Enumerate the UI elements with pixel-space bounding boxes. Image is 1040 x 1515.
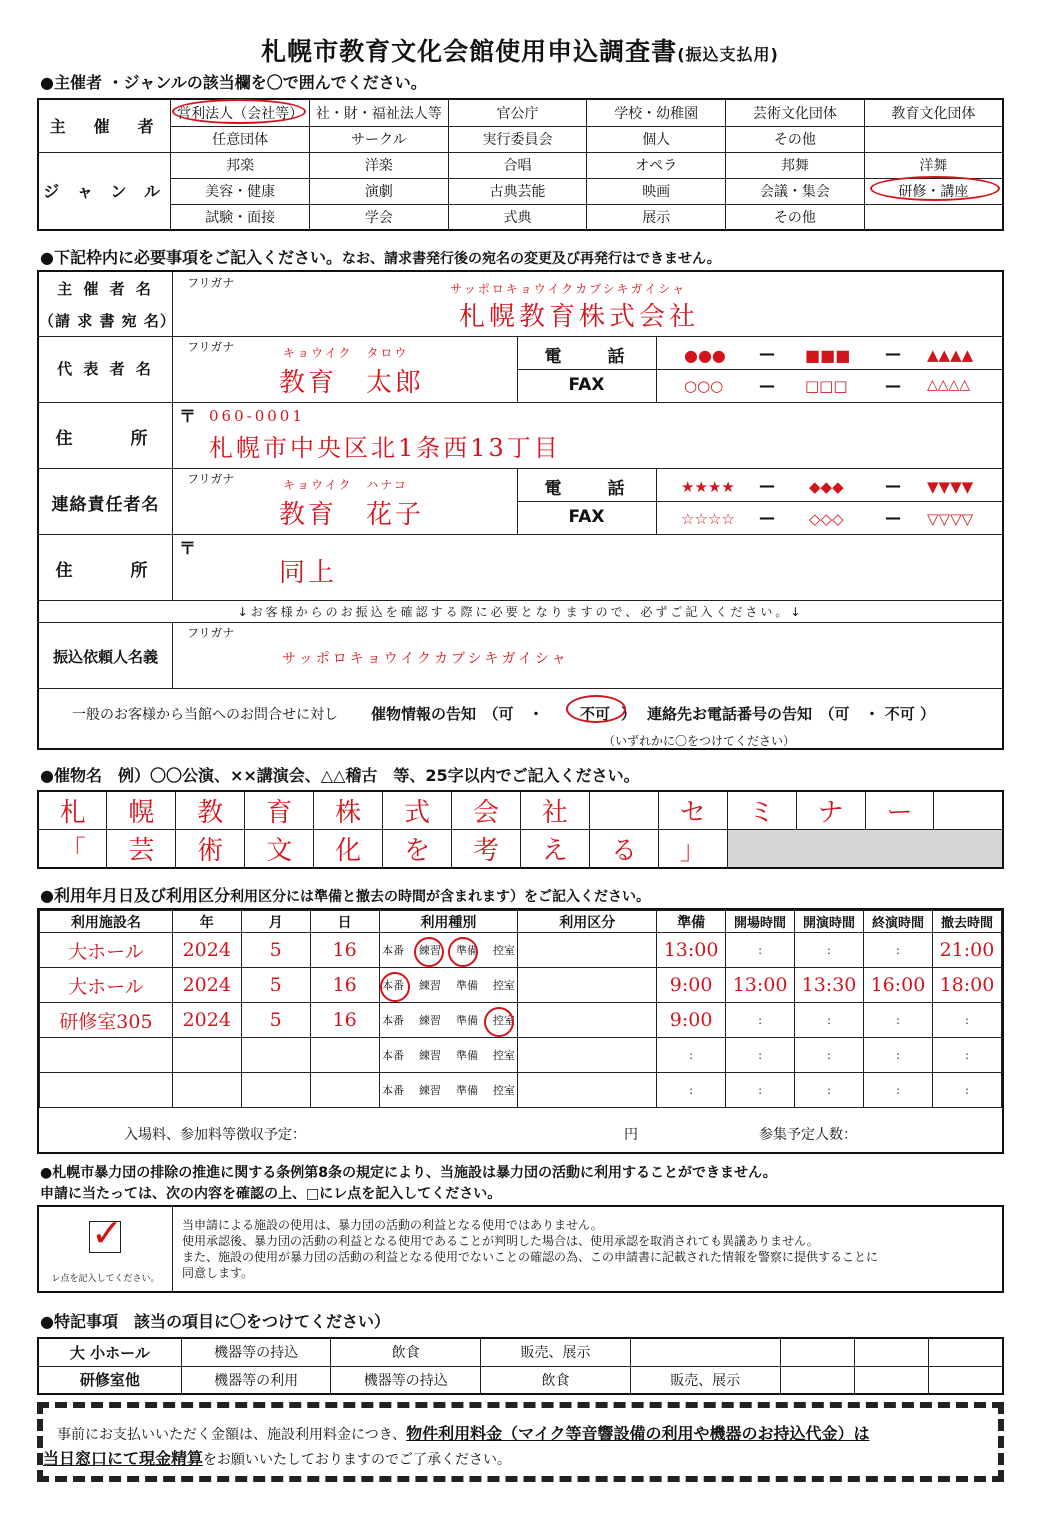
special-option[interactable]	[780, 1366, 854, 1394]
section6-heading: ●特記事項 該当の項目に〇をつけてください）	[40, 1312, 390, 1331]
furigana-label: フリガナ	[187, 472, 235, 486]
usage-category[interactable]	[518, 1073, 657, 1108]
selection-circle	[870, 176, 1000, 201]
transfer-kana[interactable]: サッポロキョウイクカブシキガイシャ	[282, 651, 569, 667]
selection-circle	[172, 99, 306, 124]
representative-kana[interactable]: キョウイク タロウ	[283, 346, 409, 360]
usage-header: 開演時間	[795, 911, 864, 933]
genre-option[interactable]: 演劇	[309, 178, 448, 204]
fax-label: FAX	[568, 375, 605, 395]
dash: —	[885, 344, 901, 363]
event-char-cell[interactable]: え	[520, 830, 589, 869]
organizer-label: 主 催 者	[38, 99, 171, 152]
usage-facility[interactable]: 大ホール	[40, 933, 173, 968]
usage-day[interactable]	[310, 1073, 379, 1108]
usage-time-prep[interactable]: 9:00	[657, 1003, 726, 1038]
genre-label: ジ ャ ン ル	[38, 152, 171, 230]
usage-time-start[interactable]: 13:30	[795, 968, 864, 1003]
organizer-name-label: 主 催 者 名	[57, 280, 154, 298]
inquiry-contact-label: 連絡先お電話番号の告知 （可 ・ 不可 ）	[647, 705, 935, 723]
organizer-name-kana[interactable]: サッポロキョウイクカブシキガイシャ	[450, 282, 687, 296]
address-label: 住 所	[55, 561, 156, 581]
event-char-cell[interactable]: 会	[452, 791, 521, 830]
applicant-info-box	[37, 270, 1004, 750]
fax-label: FAX	[568, 507, 605, 527]
dash: —	[885, 508, 901, 527]
section5-subheading: 申請に当たっては、次の内容を確認の上、□にレ点を記入してください。	[40, 1186, 502, 1202]
genre-option[interactable]: 試験・面接	[171, 204, 310, 230]
usage-time-end[interactable]: :	[864, 1038, 933, 1073]
usage-facility[interactable]: 大ホール	[40, 968, 173, 1003]
address-label: 住 所	[55, 429, 156, 449]
organizer-option[interactable]: 官公庁	[448, 99, 587, 126]
section4-heading: ●利用年月日及び利用区分利用区分には準備と撤去の時間が含まれます）をご記入ください。	[40, 886, 650, 905]
selection-circle	[566, 695, 626, 723]
organizer-option[interactable]: 教育文化団体	[864, 99, 1003, 126]
furigana-label: フリガナ	[187, 626, 235, 640]
fee-label: 入場料、参加料等徴収予定：	[124, 1127, 306, 1143]
usage-year[interactable]: 2024	[172, 933, 241, 968]
inquiry-text: 一般のお客様から当館へのお問合せに対し	[72, 707, 338, 723]
usage-time-remove[interactable]: 18:00	[932, 968, 1001, 1003]
usage-category[interactable]	[518, 1038, 657, 1073]
usage-time-open[interactable]: 13:00	[726, 968, 795, 1003]
usage-header: 年	[172, 911, 241, 933]
inquiry-event-no[interactable]: 不可	[580, 705, 611, 723]
usage-time-start[interactable]: :	[795, 933, 864, 968]
usage-time-prep[interactable]: :	[657, 1038, 726, 1073]
contact-fax-part1[interactable]: ☆☆☆☆	[681, 510, 735, 528]
usage-category[interactable]	[518, 968, 657, 1003]
special-option[interactable]	[854, 1338, 928, 1366]
usage-year[interactable]: 2024	[172, 968, 241, 1003]
dash: —	[759, 344, 775, 363]
event-char-cell[interactable]: る	[589, 830, 658, 869]
genre-option[interactable]: 美容・健康	[171, 178, 310, 204]
usage-month[interactable]	[241, 1073, 310, 1108]
event-char-cell[interactable]: 幌	[107, 791, 176, 830]
genre-option[interactable]: 展示	[587, 204, 726, 230]
genre-option[interactable]	[864, 204, 1003, 230]
representative-name[interactable]: 教育 太郎	[279, 368, 425, 398]
usage-time-prep[interactable]: 13:00	[657, 933, 726, 968]
usage-time-remove[interactable]: :	[932, 1073, 1001, 1108]
usage-day[interactable]: 16	[310, 968, 379, 1003]
footer-line2: 当日窓口にて現金精算をお願いいたしておりますのでご了承ください。	[43, 1449, 512, 1468]
special-row-label: 大 小ホール	[38, 1338, 181, 1366]
usage-category[interactable]	[518, 1003, 657, 1038]
usage-header: 日	[310, 911, 379, 933]
address-value[interactable]: 札幌市中央区北1条西13丁目	[209, 434, 561, 462]
inquiry-close: ）	[621, 705, 637, 723]
selection-circle	[484, 1007, 514, 1037]
genre-option[interactable]: 学会	[309, 204, 448, 230]
organizer-option[interactable]: 学校・幼稚園	[587, 99, 726, 126]
genre-option[interactable]: 古典芸能	[448, 178, 587, 204]
event-char-cell[interactable]: ナ	[796, 791, 865, 830]
usage-day[interactable]	[310, 1038, 379, 1073]
usage-time-start[interactable]: :	[795, 1038, 864, 1073]
genre-option[interactable]: 洋楽	[309, 152, 448, 178]
dash: —	[759, 376, 775, 395]
section2-heading: ●下記枠内に必要事項をご記入ください。なお、請求書発行後の宛名の変更及び再発行はできません。	[40, 248, 721, 267]
furigana-label: フリガナ	[187, 340, 235, 354]
usage-time-prep[interactable]: :	[657, 1073, 726, 1108]
usage-time-start[interactable]: :	[795, 1073, 864, 1108]
usage-time-open[interactable]: :	[726, 1038, 795, 1073]
usage-header: 開場時間	[726, 911, 795, 933]
special-option[interactable]: 機器等の持込	[181, 1338, 331, 1366]
page-title: 札幌市教育文化会館使用申込調査書(振込支払用)	[261, 37, 779, 66]
usage-header: 利用区分	[518, 911, 657, 933]
zip-code[interactable]: 060-0001	[209, 407, 305, 425]
genre-option[interactable]: その他	[726, 204, 865, 230]
usage-table	[39, 910, 1002, 1153]
dash: —	[759, 508, 775, 527]
usage-time-end[interactable]: 16:00	[864, 968, 933, 1003]
event-char-cell[interactable]: ミ	[727, 791, 796, 830]
usage-type-options[interactable]: 本番 練習 準備 控室	[379, 1038, 518, 1073]
dash: —	[759, 476, 775, 495]
event-char-cell[interactable]: 教	[176, 791, 245, 830]
section5-heading: ●札幌市暴力団の排除の推進に関する条例第8条の規定により、当施設は暴力団の活動に利用することができません。	[40, 1165, 777, 1181]
billing-name-label: （請 求 書 宛 名）	[39, 312, 176, 330]
special-notes-table	[37, 1337, 1004, 1395]
postal-mark: 〒	[179, 407, 196, 427]
attendance-label: 参集予定人数：	[759, 1127, 857, 1143]
event-char-cell[interactable]: 芸	[107, 830, 176, 869]
organizer-option[interactable]: サークル	[309, 126, 448, 152]
event-char-cell[interactable]: 化	[314, 830, 383, 869]
usage-time-end[interactable]: :	[864, 933, 933, 968]
genre-option[interactable]: 式典	[448, 204, 587, 230]
usage-month[interactable]: 5	[241, 968, 310, 1003]
usage-time-open[interactable]: :	[726, 1073, 795, 1108]
contact-tel-part1[interactable]: ★★★★	[681, 478, 735, 496]
special-option[interactable]: 飲食	[331, 1338, 481, 1366]
event-char-cell[interactable]: 社	[520, 791, 589, 830]
dash: —	[885, 376, 901, 395]
usage-time-end[interactable]: :	[864, 1003, 933, 1038]
organizer-name-value[interactable]: 札幌教育株式会社	[459, 302, 700, 332]
usage-year[interactable]: 2024	[172, 1003, 241, 1038]
representative-label: 代 表 者 名	[57, 360, 154, 378]
special-option[interactable]	[630, 1338, 780, 1366]
dash: —	[885, 476, 901, 495]
section3-heading: ●催物名 例）〇〇公演、××講演会、△△稽古 等、25字以内でご記入ください。	[40, 766, 640, 785]
event-char-cell[interactable]: 札	[38, 791, 107, 830]
special-row-label: 研修室他	[38, 1366, 181, 1394]
usage-facility[interactable]	[40, 1038, 173, 1073]
event-char-cell[interactable]: 育	[245, 791, 314, 830]
event-char-cell[interactable]: ー	[865, 791, 934, 830]
pledge-box	[37, 1205, 1004, 1293]
usage-time-remove[interactable]: :	[932, 1038, 1001, 1073]
special-option[interactable]: 販売、展示	[481, 1338, 631, 1366]
special-option[interactable]: 機器等の持込	[331, 1366, 481, 1394]
special-option[interactable]: 機器等の利用	[181, 1366, 331, 1394]
selection-circle	[414, 937, 444, 967]
event-char-cell[interactable]: 株	[314, 791, 383, 830]
contact-label: 連絡責任者名	[51, 495, 160, 515]
event-char-cell[interactable]: 式	[383, 791, 452, 830]
rep-fax-part3[interactable]: △△△△	[927, 377, 971, 393]
genre-option[interactable]: 邦楽	[171, 152, 310, 178]
tel-label: 電 話	[544, 347, 629, 367]
contact-name[interactable]: 教育 花子	[279, 500, 425, 530]
yen-label: 円	[624, 1127, 638, 1143]
usage-facility[interactable]	[40, 1073, 173, 1108]
usage-header: 撤去時間	[932, 911, 1001, 933]
event-char-cell[interactable]: 」	[658, 830, 727, 869]
postal-mark: 〒	[179, 539, 196, 559]
usage-time-remove[interactable]: :	[932, 1003, 1001, 1038]
rep-fax-part2[interactable]: □□□	[805, 377, 848, 395]
usage-day[interactable]: 16	[310, 1003, 379, 1038]
usage-time-open[interactable]: :	[726, 933, 795, 968]
usage-type-options[interactable]: 本番 練習 準備 控室	[379, 968, 518, 1003]
event-char-cell[interactable]: を	[383, 830, 452, 869]
usage-header: 利用種別	[379, 911, 518, 933]
contact-fax-part3[interactable]: ▽▽▽▽	[927, 510, 974, 528]
section1-heading: ●主催者 ・ジャンルの該当欄を〇で囲んでください。	[40, 73, 427, 92]
usage-category[interactable]	[518, 933, 657, 968]
special-option[interactable]: 飲食	[481, 1366, 631, 1394]
event-char-cell[interactable]: 術	[176, 830, 245, 869]
organizer-option[interactable]: 芸術文化団体	[726, 99, 865, 126]
footer-line1: 事前にお支払いいただく金額は、施設利用料金につき、物件利用料金（マイク等音響設備の利用や機器のお持込代金）は	[57, 1424, 870, 1443]
organizer-option[interactable]: 任意団体	[171, 126, 310, 152]
special-option[interactable]: 販売、展示	[630, 1366, 780, 1394]
footer-notice-box	[37, 1402, 1004, 1482]
usage-time-end[interactable]: :	[864, 1073, 933, 1108]
tel-label: 電 話	[544, 479, 629, 499]
rep-tel-part2[interactable]: ■■■	[805, 346, 851, 365]
organizer-option[interactable]: 個人	[587, 126, 726, 152]
special-option[interactable]	[780, 1338, 854, 1366]
selection-circle	[380, 972, 410, 1002]
checkmark-icon: ✓	[91, 1211, 123, 1255]
usage-day[interactable]: 16	[310, 933, 379, 968]
usage-header: 終演時間	[864, 911, 933, 933]
genre-option[interactable]: 会議・集会	[726, 178, 865, 204]
usage-type-options[interactable]: 本番 練習 準備 控室	[379, 1003, 518, 1038]
contact-tel-part2[interactable]: ◆◆◆	[809, 478, 844, 496]
usage-type-options[interactable]: 本番 練習 準備 控室	[379, 933, 518, 968]
usage-year[interactable]	[172, 1038, 241, 1073]
usage-time-open[interactable]: :	[726, 1003, 795, 1038]
genre-option[interactable]: 邦舞	[726, 152, 865, 178]
contact-tel-part3[interactable]: ▼▼▼▼	[927, 478, 974, 496]
inquiry-event-label: 催物情報の告知 （可 ・	[371, 705, 544, 723]
event-char-cell[interactable]	[589, 791, 658, 830]
usage-box	[37, 908, 1004, 1154]
event-char-cell[interactable]: 「	[38, 830, 107, 869]
genre-option[interactable]: オペラ	[587, 152, 726, 178]
usage-time-prep[interactable]: 9:00	[657, 968, 726, 1003]
organizer-option[interactable]: 実行委員会	[448, 126, 587, 152]
inquiry-note: （いずれかに〇をつけてください）	[603, 734, 796, 748]
furigana-label: フリガナ	[187, 276, 235, 290]
pledge-text: 当申請による施設の使用は、暴力団の活動の利益となる使用ではありません。 使用承認後、暴力団の活動の利益となる使用であることが判明した場合は、使用承認を取消されても異議ありません。 また、施設の使用が暴力団の活動の利益となる使用でないことの確認の為、この申請書に記載された情報を警察に提供することに 同意します。	[182, 1218, 879, 1280]
check-caption: レ点を記入してください。	[51, 1274, 160, 1284]
contact-fax-part2[interactable]: ◇◇◇	[809, 510, 844, 528]
organizer-option[interactable]	[864, 126, 1003, 152]
event-char-cell[interactable]: セ	[658, 791, 727, 830]
special-option[interactable]	[854, 1366, 928, 1394]
genre-option[interactable]: 洋舞	[864, 152, 1003, 178]
special-option[interactable]	[929, 1338, 1003, 1366]
special-option[interactable]	[929, 1366, 1003, 1394]
usage-header: 月	[241, 911, 310, 933]
usage-type-options[interactable]: 本番 練習 準備 控室	[379, 1073, 518, 1108]
rep-tel-part3[interactable]: ▲▲▲▲	[927, 346, 974, 364]
genre-option[interactable]: 合唱	[448, 152, 587, 178]
rep-fax-part1[interactable]: ○○○	[684, 377, 724, 395]
address2-value[interactable]: 同上	[279, 558, 338, 588]
organizer-option[interactable]: その他	[726, 126, 865, 152]
event-char-cell[interactable]	[934, 791, 1003, 830]
usage-month[interactable]: 5	[241, 933, 310, 968]
usage-month[interactable]: 5	[241, 1003, 310, 1038]
transfer-label: 振込依頼人名義	[52, 648, 158, 666]
event-char-cell-grey	[727, 830, 1003, 869]
event-char-cell[interactable]: 文	[245, 830, 314, 869]
rep-tel-part1[interactable]: ●●●	[684, 346, 726, 365]
contact-kana[interactable]: キョウイク ハナコ	[283, 478, 408, 492]
event-name-grid	[37, 790, 1004, 869]
usage-facility[interactable]: 研修室305	[40, 1003, 173, 1038]
transfer-notice: ↓お客様からのお振込を確認する際に必要となりますので、必ずご記入ください。↓	[237, 605, 804, 619]
usage-header: 準備	[657, 911, 726, 933]
usage-time-remove[interactable]: 21:00	[932, 933, 1001, 968]
usage-header: 利用施設名	[40, 911, 173, 933]
usage-month[interactable]	[241, 1038, 310, 1073]
genre-option[interactable]: 研修・講座	[864, 178, 1003, 204]
organizer-option[interactable]: 社・財・福祉法人等	[309, 99, 448, 126]
usage-year[interactable]	[172, 1073, 241, 1108]
event-char-cell[interactable]: 考	[452, 830, 521, 869]
organizer-option[interactable]: 営利法人（会社等）	[171, 99, 310, 126]
usage-time-start[interactable]: :	[795, 1003, 864, 1038]
selection-circle	[448, 937, 478, 967]
genre-option[interactable]: 映画	[587, 178, 726, 204]
